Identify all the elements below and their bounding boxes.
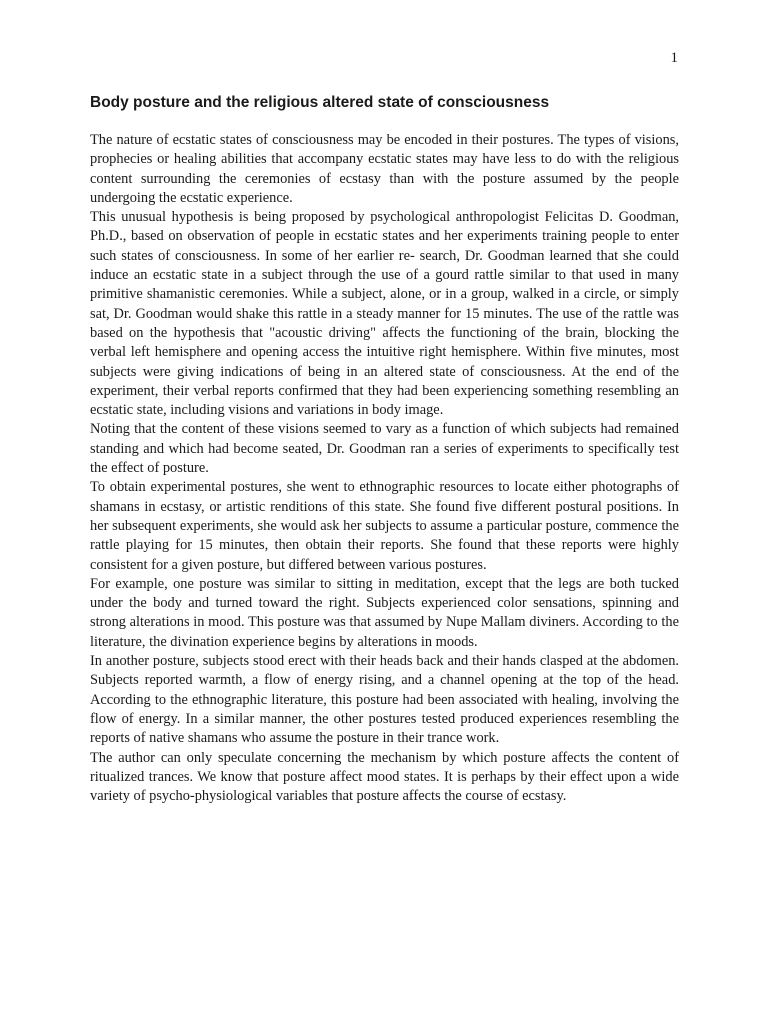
paragraph-5: For example, one posture was similar to sitting in meditation, except that the legs are both tucked under the body and turned toward the right. Subjects experienced color sensations, spinning and strong alterations in mood. This posture was that assumed by Nupe Mallam diviners. According to the literature, the divination experience begins by alterations in moods.: [90, 575, 679, 650]
paragraph-3: Noting that the content of these visions seemed to vary as a function of which subjects had remained standing and which had become seated, Dr. Goodman ran a series of experiments to specifically test the effect of posture.: [90, 421, 679, 477]
document-title: Body posture and the religious altered state of consciousness: [90, 94, 550, 111]
document-body: [90, 131, 679, 806]
paragraph-6: In another posture, subjects stood erect with their heads back and their hands clasped at the abdomen. Subjects reported warmth, a flow of energy rising, and a channel opening at the top of the head. According to the ethnographic literature, this posture had been associated with healing, involving the flow of energy. In a similar manner, the other postures tested produced experiences resembling the reports of native shamans who assume the posture in their trance work.: [90, 653, 679, 747]
page-number: 1: [670, 50, 678, 66]
paragraph-2: This unusual hypothesis is being proposed by psychological anthropologist Felicitas D. Goodman, Ph.D., based on observation of people in ecstatic states and her experiments training people to enter such states of consciousness. In some of her earlier re- search, Dr. Goodman learned that she could induce an ecstatic state in a subject through the use of a gourd rattle similar to that used in many primitive shamanistic ceremonies. While a subject, alone, or in a group, walked in a circle, or simply sat, Dr. Goodman would shake this rattle in a steady manner for 15 minutes. The use of the rattle was based on the hypothesis that "acoustic driving" affects the functioning of the brain, blocking the verbal left hemisphere and opening access the intuitive right hemisphere. Within five minutes, most subjects were giving indications of being in an altered state of consciousness. At the end of the experiment, their verbal reports confirmed that they had been experiencing something resembling an ecstatic state, including visions and variations in body image.: [90, 209, 679, 419]
paragraph-4: To obtain experimental postures, she went to ethnographic resources to locate either photographs of shamans in ecstasy, or artistic renditions of this state. She found five different postural positions. In her subsequent experiments, she would ask her subjects to assume a particular posture, commence the rattle playing for 15 minutes, then obtain their reports. She found that these reports were highly consistent for a given posture, but differed between various postures.: [90, 479, 679, 573]
paragraph-1: The nature of ecstatic states of consciousness may be encoded in their postures. The types of visions, prophecies or healing abilities that accompany ecstatic states may have less to do with the religious content surrounding the ceremonies of ecstasy than with the posture assumed by the people undergoing the ecstatic experience.: [90, 132, 679, 206]
paragraph-7: The author can only speculate concerning the mechanism by which posture affects the content of ritualized trances. We know that posture affect mood states. It is perhaps by their effect upon a wide variety of psycho-physiological variables that posture affects the course of ecstasy.: [90, 749, 679, 805]
